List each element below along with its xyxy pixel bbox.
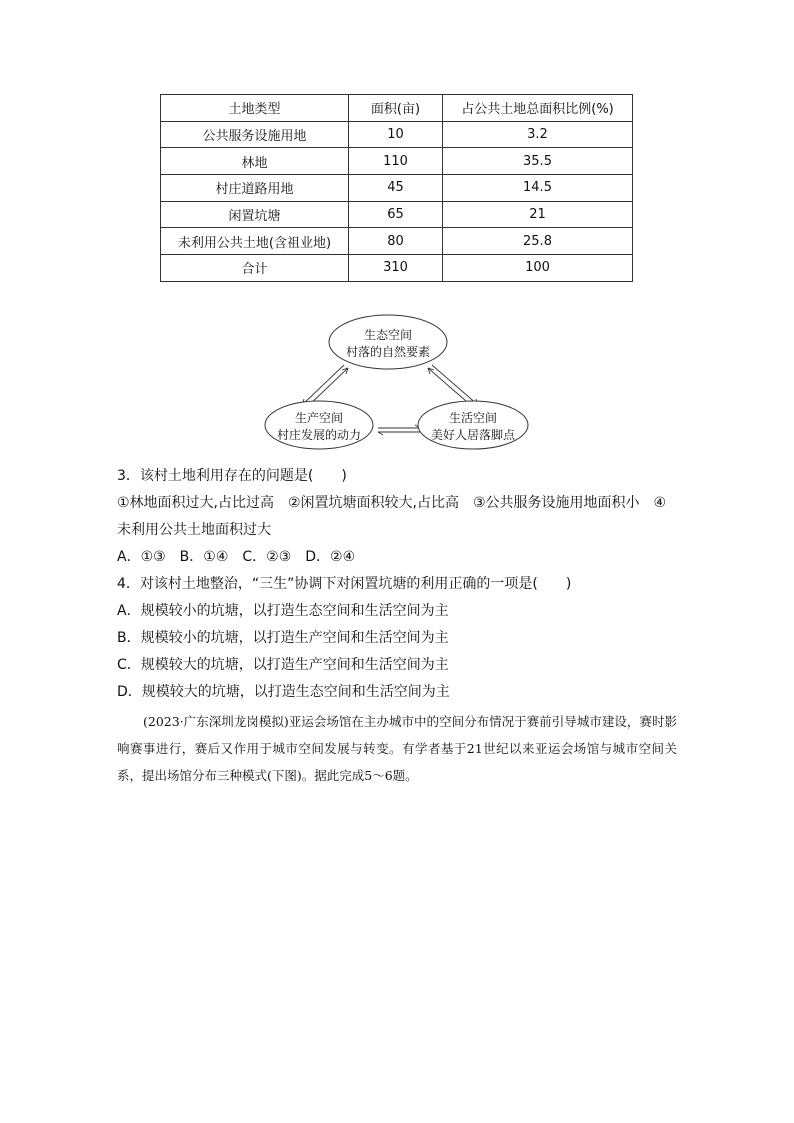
table-row xyxy=(161,175,633,202)
table-row xyxy=(161,148,633,175)
q4-option-d: D．规模较大的坑塘，以打造生态空间和生活空间为主 xyxy=(117,684,450,700)
q3-options-line1: ①林地面积过大,占比过高 ②闲置坑塘面积较大,占比高 ③公共服务设施用地面积小 ④ xyxy=(117,495,667,511)
table-row xyxy=(161,201,633,228)
table-cell: 21 xyxy=(443,201,633,228)
node-production-space xyxy=(265,401,373,449)
table-cell: 公共服务设施用地 xyxy=(161,121,349,148)
node-living-space xyxy=(418,401,528,449)
header-ratio: 占公共土地总面积比例(%) xyxy=(443,95,633,122)
table-cell: 110 xyxy=(349,148,443,175)
header-land-type: 土地类型 xyxy=(161,95,349,122)
table-row xyxy=(161,121,633,148)
table-cell: 25.8 xyxy=(443,228,633,255)
table-cell: 100 xyxy=(443,255,633,282)
passage xyxy=(117,708,677,789)
table-cell: 14.5 xyxy=(443,175,633,202)
q3-choices: A．①③ B．①④ C．②③ D．②④ xyxy=(117,549,356,565)
table-cell: 3.2 xyxy=(443,121,633,148)
table-cell: 闲置坑塘 xyxy=(161,201,349,228)
table-cell: 10 xyxy=(349,121,443,148)
header-area: 面积(亩) xyxy=(349,95,443,122)
table-cell: 80 xyxy=(349,228,443,255)
q4-option-c: C．规模较大的坑塘，以打造生产空间和生活空间为主 xyxy=(117,657,449,673)
ecology-title: 生态空间 xyxy=(363,328,413,342)
living-title: 生活空间 xyxy=(448,411,498,425)
table-cell: 未利用公共土地(含祖业地) xyxy=(161,228,349,255)
connector-left-right xyxy=(378,425,420,435)
q4-stem: 4．对该村土地整治，“三生”协调下对闲置坑塘的利用正确的一项是( ) xyxy=(117,576,572,592)
production-title: 生产空间 xyxy=(294,411,344,425)
q4-option-a: A．规模较小的坑塘，以打造生态空间和生活空间为主 xyxy=(117,603,449,619)
q3-options-line2: 未利用公共土地面积过大 xyxy=(117,522,271,538)
table-cell: 65 xyxy=(349,201,443,228)
table-cell: 35.5 xyxy=(443,148,633,175)
table-cell: 村庄道路用地 xyxy=(161,175,349,202)
table-cell: 林地 xyxy=(161,148,349,175)
table-cell: 合计 xyxy=(161,255,349,282)
three-spaces-diagram xyxy=(260,305,540,455)
living-subtitle: 美好人居落脚点 xyxy=(430,428,516,442)
table-row xyxy=(161,228,633,255)
table-row xyxy=(161,255,633,282)
production-subtitle: 村庄发展的动力 xyxy=(276,428,362,442)
table-header-row xyxy=(161,95,633,122)
q3-stem: 3．该村土地利用存在的问题是( ) xyxy=(117,468,347,484)
land-use-table xyxy=(160,94,633,282)
table-cell: 45 xyxy=(349,175,443,202)
ecology-subtitle: 村落的自然要素 xyxy=(345,345,431,359)
table-cell: 310 xyxy=(349,255,443,282)
passage-text: (2023·广东深圳龙岗模拟)亚运会场馆在主办城市中的空间分布情况于赛前引导城市建设，赛时影响赛事进行，赛后又作用于城市空间发展与转变。有学者基于21世纪以来亚运会场馆与城市空间关系，提出场馆分布三种模式(下图)。据此完成5～6题。 xyxy=(117,714,677,783)
q4-option-b: B．规模较小的坑塘，以打造生产空间和生活空间为主 xyxy=(117,630,449,646)
node-ecology-space xyxy=(329,315,447,369)
